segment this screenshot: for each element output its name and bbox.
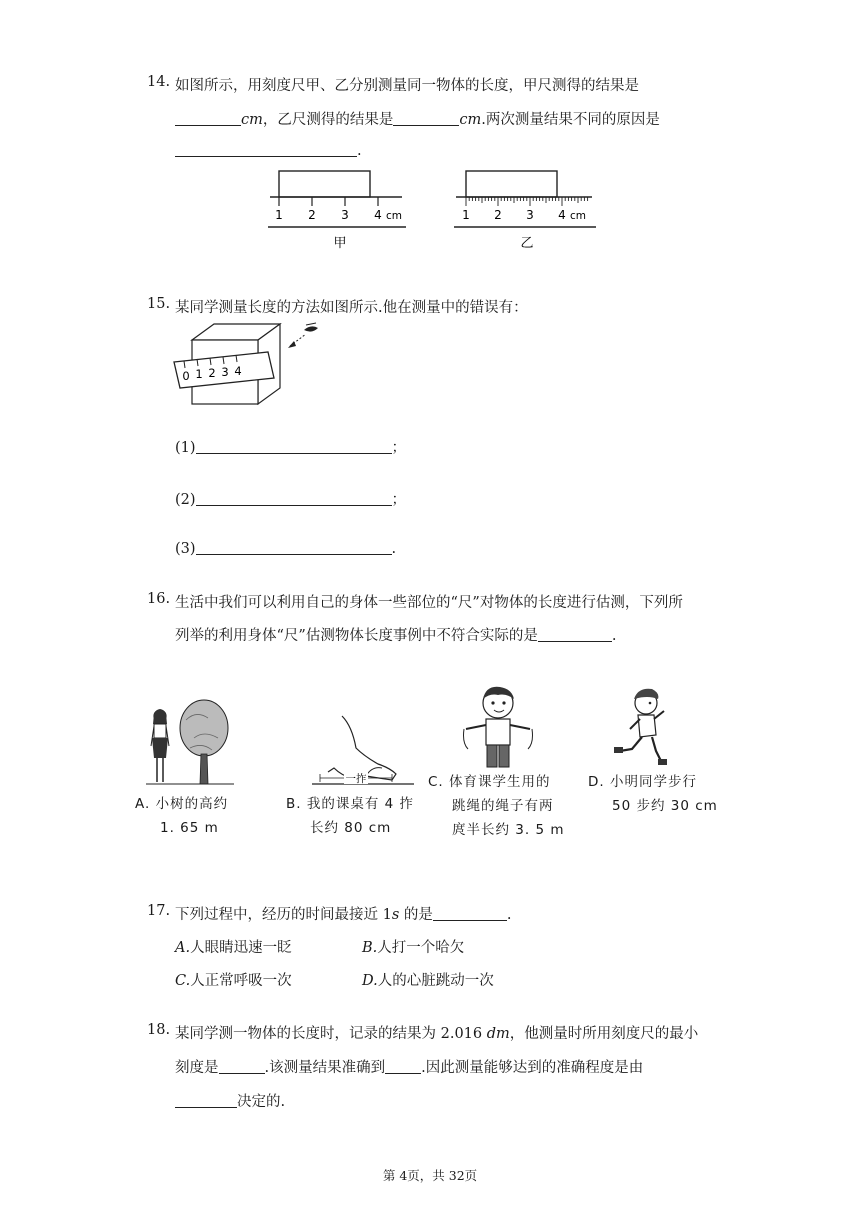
unit-label: cm (570, 210, 587, 222)
q18-blank-2[interactable] (385, 1059, 421, 1074)
q14-line1: 如图所示，用刻度尺甲、乙分别测量同一物体的长度，甲尺测得的结果是 (175, 78, 639, 94)
ruler-jia-figure (262, 165, 412, 257)
q17-option-a[interactable]: A.人眼睛迅速一眨 (175, 940, 292, 956)
ruler-name: 甲 (333, 236, 347, 251)
q16-line2: 列举的利用身体“尺”估测物体长度事例中不符合实际的是 . (175, 628, 617, 644)
eye-icon (304, 323, 318, 332)
q14-blank-reason[interactable] (175, 142, 357, 157)
q18-number: 18. (147, 1022, 171, 1038)
q17-option-d[interactable]: D.人的心脏跳动一次 (362, 973, 494, 989)
object-block (279, 171, 370, 197)
boy-icon (466, 687, 530, 767)
q18-blank-1[interactable] (219, 1059, 265, 1074)
q15-blank-3[interactable] (196, 540, 392, 555)
q14-number: 14. (147, 74, 171, 90)
q15-blank-1[interactable] (196, 439, 392, 454)
option-b-caption[interactable]: B. 我的课桌有 4 拃 长约 80 cm (286, 796, 415, 836)
ruler-name: 乙 (520, 236, 534, 251)
q16-number: 16. (147, 591, 171, 607)
tick-label: 3 (526, 208, 534, 222)
girl-icon (151, 709, 169, 782)
q17-text: 下列过程中，经历的时间最接近 1s 的是 . (175, 907, 512, 923)
tick-label: 1 (462, 208, 470, 222)
running-boy-icon (614, 689, 667, 765)
q15-number: 15. (147, 296, 171, 312)
tick-label: 2 (308, 208, 316, 222)
tick-label: 2 (494, 208, 502, 222)
option-c-illustration (454, 683, 544, 779)
option-b-illustration (308, 712, 418, 792)
q14-line2: cm，乙尺测得的结果是 cm.两次测量结果不同的原因是 (175, 108, 660, 129)
page-footer: 第 4页，共 32页 (382, 1168, 478, 1183)
span-label: 一拃 (345, 773, 367, 785)
ruler-tick-label: 4 (234, 364, 242, 378)
q14-blank-jia[interactable] (175, 111, 241, 126)
tick-label: 4 (558, 208, 566, 222)
ruler-tick-label: 2 (208, 366, 216, 380)
q14-blank-yi[interactable] (393, 111, 459, 126)
q18-line3: 决定的. (175, 1090, 285, 1111)
option-d-caption[interactable]: D. 小明同学步行 50 步约 30 cm (588, 774, 718, 814)
option-a-illustration (146, 698, 236, 790)
q17-number: 17. (147, 903, 171, 919)
ruler-tick-label: 1 (195, 367, 203, 381)
hand-span-icon (328, 716, 396, 780)
q16-line1: 生活中我们可以利用自己的身体一些部位的“尺”对物体的长度进行估测，下列所 (175, 595, 683, 611)
q17-option-c[interactable]: C.人正常呼吸一次 (175, 973, 292, 989)
q15-text: 某同学测量长度的方法如图所示.他在测量中的错误有： (175, 300, 528, 316)
q18-line2: 刻度是 .该测量结果准确到 .因此测量能够达到的准确程度是由 (175, 1060, 644, 1076)
q17-blank[interactable] (433, 906, 507, 921)
tree-icon (180, 700, 228, 784)
ruler-tick-label: 0 (182, 369, 190, 383)
q15-item-2: (2) ； (175, 492, 407, 508)
option-d-illustration (612, 685, 672, 767)
q16-blank[interactable] (538, 627, 612, 642)
q18-line1: 某同学测一物体的长度时，记录的结果为 2.016 dm，他测量时所用刻度尺的最小 (175, 1026, 699, 1042)
option-c-caption[interactable]: C. 体育课学生用的 跳绳的绳子有两 庹半长约 3. 5 m (428, 774, 565, 838)
tick-label: 1 (275, 208, 283, 222)
ruler-yi-figure (452, 165, 602, 257)
q15-measure-figure (170, 322, 330, 408)
unit-label: cm (386, 210, 403, 222)
object-block (466, 171, 557, 197)
ruler-tick-label: 3 (221, 365, 229, 379)
q15-blank-2[interactable] (196, 491, 392, 506)
option-a-caption[interactable]: A. 小树的高约 1. 65 m (135, 796, 229, 836)
tick-label: 3 (341, 208, 349, 222)
q15-item-3: (3) . (175, 541, 397, 557)
arrow-head (288, 341, 296, 348)
q17-option-b[interactable]: B.人打一个哈欠 (362, 940, 465, 956)
q18-blank-3[interactable] (175, 1093, 237, 1108)
q14-line3: . (175, 142, 362, 159)
q15-item-1: (1) ； (175, 440, 407, 456)
tick-label: 4 (374, 208, 382, 222)
